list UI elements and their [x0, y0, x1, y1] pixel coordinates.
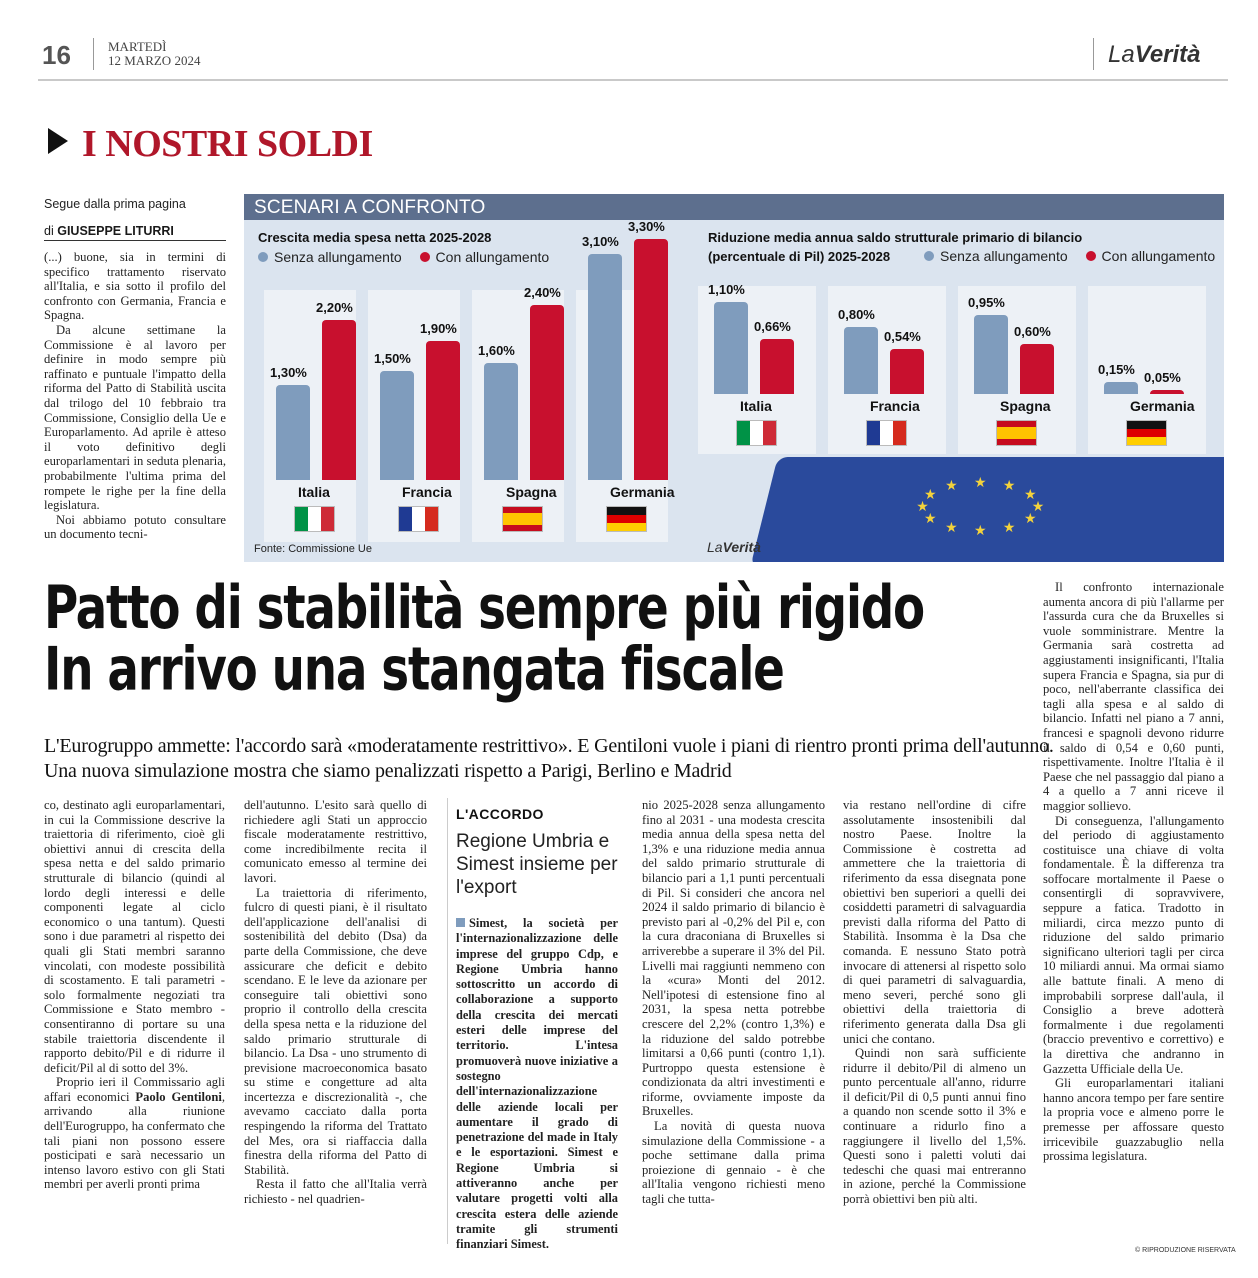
bar-italia-senza [714, 302, 748, 394]
star-icon: ★ [1002, 519, 1016, 536]
data-label: 1,50% [374, 350, 411, 366]
flag-germania-icon [1126, 420, 1167, 446]
chart1-title: Crescita media spesa netta 2025-2028 [258, 230, 492, 245]
paragraph-text: , arrivando alla riunione dell'Eurogruppo, ha confermato che tali piani non possono essere posticipati e sarà necessario un intenso lavoro estivo con gli Stati membri per averli pronti prima [44, 1089, 225, 1192]
data-label: 0,95% [968, 294, 1005, 310]
paragraph: Il confronto internazionale aumenta ancora di più l'allarme per l'assurda cura che da Bruxelles si vuole somministrare. Mentre la Germania sarà costretta ad aggiustamenti insignificanti, l'Italia supera Francia e Spagna, sia pur di poco, nell'aberrante classifica dei tagli alla spesa e al saldo di bilancio. Infatti nel piano a 7 anni, francesi e spagnoli devono ridurre il saldo di 0,54 e 0,60 punti, rispettivamente. Inoltre l'Italia è il Paese che nel passaggio dal piano a 4 a quello a 7 anni riceve il maggior sollievo. [1043, 580, 1224, 813]
data-label: 3,10% [582, 233, 619, 249]
issue-full-date: 12 MARZO 2024 [108, 53, 201, 68]
legend-label: Senza allungamento [940, 248, 1068, 264]
bar-italia-con [760, 339, 794, 394]
author-name: GIUSEPPE LITURRI [57, 224, 174, 238]
paragraph: nio 2025-2028 senza allungamento fino al 2031 - una modesta crescita media annua della spesa netta del 1,3% e una riduzione media annua del saldo primario strutturale di bilancio pari a 1,1 punti percentuali di Pil. Si consideri che ancora nel 2024 il saldo primario di bilancio è previsto pari al -0,2% del Pil e, con la cura draconiana di Bruxelles si arriverebbe a superare il 3% del Pil. Livelli mai raggiunti nemmeno con la «cura» Monti del 2012. Nell'ipotesi di estensione fino al 2031, la spesa netta potrebbe crescere del 2,2% (contro 1,3%) e la riduzione del saldo potrebbe limitarsi a 0,66 punti (contro 1,1). Purtroppo questa estensione è condizionata da altri investimenti e riforme, ovviamente imposte da Bruxelles. [642, 798, 825, 1119]
bar-spagna-senza [974, 315, 1008, 394]
paragraph: La traiettoria di riferimento, fulcro di questi piani, è il risultato dell'applicazione dell'analisi di sostenibilità del debito (Dsa) da parte della Commissione, che deve assicurare che deficit e debito scendano. E le leve da azionare per conseguire tali obiettivi sono proprio il controllo della crescita della spesa netta e la riduzione del saldo primario strutturale di bilancio. La Dsa - uno strumento di previsione macroeconomica basato su stime e congetture ad alta incertezza e discrezionalità -, che avevamo cacciato dalla porta respingendo la riforma del Trattato del Mes, ora si riaffaccia dalla finestra della riforma del Patto di Stabilità. [244, 885, 427, 1177]
bar-germania-con [634, 239, 668, 480]
star-icon: ★ [1024, 487, 1037, 504]
star-icon: ★ [974, 475, 987, 492]
bullet-square-icon [456, 918, 465, 927]
paragraph: Quindi non sarà sufficiente ridurre il debito/Pil di almeno un punto percentuale all'anno, ridurre il deficit/Pil di 0,5 punti annui fino a quando non scende sotto il 3% e continuare a ridurlo fino a raggiungere il livello del 1,5%. Questi sono i paletti voluti dai tedeschi che quasi mai entreranno in azione, perché la Commissione porrà obiettivi ben più alti. [843, 1046, 1026, 1207]
bar-germania-con [1150, 390, 1184, 394]
continued-note: Segue dalla prima pagina [44, 197, 186, 211]
star-icon: ★ [916, 499, 929, 515]
paragraph: Noi abbiamo potuto consultare un documento tecni- [44, 512, 226, 542]
category-label: Italia [740, 398, 772, 414]
paragraph: co, destinato agli europarlamentari, in cui la Commissione descrive la traiettoria di riferimento, cioè gli obiettivi annui di crescita della spesa netta e del saldo primario strutturale di bilancio (quindi al lordo degli interessi e delle componenti legate al ciclo economico o una tantum). Questi sono i due parametri al rispetto dei quali gli Stati membri saranno vincolati, con modeste possibilità di scostamento. E tali parametri - solo formalmente negoziati tra Commissione e Stato membro - consentiranno di portare su una stabile traiettoria discendente il rapporto debito/Pil e di ridurre il deficit/Pil al di sotto del 3%. [44, 798, 225, 1075]
data-label: 2,20% [316, 299, 353, 315]
sidebar-box [447, 798, 622, 1252]
logo-la: La [1108, 41, 1135, 68]
star-icon: ★ [945, 519, 958, 536]
logo-verita: Verità [1134, 41, 1201, 68]
bar-italia-con [322, 320, 356, 480]
article-column-4 [642, 798, 825, 1207]
star-icon: ★ [923, 510, 937, 527]
paragraph: La novità di questa nuova simulazione della Commissione - a poche settimane dalla prima proiezione di gennaio - è che all'Italia vengono richiesti meno tagli che tutta- [642, 1119, 825, 1207]
data-label: 1,30% [270, 365, 307, 381]
flag-germania-icon [606, 506, 647, 532]
issue-date [108, 40, 200, 68]
legend-dot-icon [924, 251, 934, 261]
copyright-note: © RIPRODUZIONE RISERVATA [1135, 1247, 1236, 1254]
data-label: 0,15% [1098, 361, 1135, 377]
star-icon: ★ [1002, 478, 1016, 495]
headline-line-1: Patto di stabilità sempre più rigido [44, 574, 925, 643]
header-divider [93, 38, 94, 70]
flag-francia-icon [398, 506, 439, 532]
data-label: 3,30% [628, 219, 665, 235]
star-icon: ★ [945, 478, 958, 495]
paragraph: Gli europarlamentari italiani hanno ancora tempo per fare sentire la propria voce e almeno porre le premesse per affossare questo irricevibile guazzabuglio nella prossima legislatura. [1043, 1076, 1224, 1164]
article-column-2 [244, 798, 427, 1207]
logo-la: La [707, 539, 723, 555]
legend-label: Senza allungamento [274, 249, 402, 265]
chart2-legend [924, 248, 1215, 264]
category-label: Spagna [506, 484, 557, 500]
chart-logo [707, 539, 761, 555]
star-icon: ★ [923, 487, 937, 504]
chart1-legend [258, 249, 549, 265]
bar-francia-senza [844, 327, 878, 394]
legend-label: Con allungamento [1101, 248, 1216, 264]
legend-dot-icon [258, 252, 268, 262]
subheadline: L'Eurogruppo ammette: l'accordo sarà «moderatamente restrittivo». E Gentiloni vuole i piani di rientro pronti prima dell'autunno. Una nuova simulazione mostra che siamo penalizzati rispetto a Parigi, Berlino e Madrid [44, 735, 1054, 782]
infographic-title: SCENARI A CONFRONTO [254, 197, 486, 218]
issue-day: MARTEDÌ [108, 39, 167, 54]
article-column-1 [44, 798, 225, 1192]
category-label: Spagna [1000, 398, 1051, 414]
sidebar-box-subtitle: Regione Umbria e Simest insieme per l'export [456, 831, 618, 898]
star-icon: ★ [1031, 499, 1045, 515]
infographic [244, 194, 1224, 562]
data-label: 0,05% [1144, 369, 1181, 385]
flag-spagna-icon [996, 420, 1037, 446]
flag-italia-icon [294, 506, 335, 532]
paragraph: Da alcune settimane la Commissione è al lavoro per definire in modo sempre più raffinato e puntuale l'impatto della riforma del Patto di Stabilità uscita dal trilogo del 10 febbraio tra Commissione, Consiglio della Ue e Europarlamento. Ad aprile è atteso il voto definitivo degli europarlamentari in seduta plenaria, probabilmente l'ultima prima del rompete le righe per la fine della legislatura. [44, 322, 226, 513]
article-column-0 [44, 250, 226, 542]
bar-francia-senza [380, 371, 414, 480]
headline [44, 574, 1054, 705]
paragraph [44, 1075, 225, 1192]
paragraph: via restano nell'ordine di cifre assolutamente insostenibili dal nostro Paese. Inoltre la Commissione è costretta ad ammettere che la traiettoria di riferimento da essa disegnata pone obiettivi ben superiori a quelli dei cosiddetti parametri di salvaguardia previsti dalla riforma del Patto di Stabilità. Insomma è la Dsa che comanda. E nessuno Stato potrà invocare di attenersi al rispetto solo di quei parametri di salvaguardia, meno severi, perché sono gli obiettivi della traiettoria di riferimento generata dalla Dsa gli unici che contano. [843, 798, 1026, 1046]
arrow-icon [48, 128, 68, 154]
byline [44, 224, 226, 241]
article-column-5 [843, 798, 1026, 1207]
data-label: 1,10% [708, 282, 745, 298]
bar-italia-senza [276, 385, 310, 480]
category-label: Francia [402, 484, 452, 500]
data-label: 1,90% [420, 321, 457, 337]
paragraph: Resta il fatto che all'Italia verrà richiesto - nel quadrien- [244, 1177, 427, 1207]
data-label: 1,60% [478, 343, 515, 359]
paragraph-text: Proprio ieri il Commissario agli affari economici [44, 1075, 225, 1104]
data-label: 0,80% [838, 307, 875, 323]
star-icon: ★ [974, 522, 987, 539]
section-title [48, 122, 373, 166]
bar-germania-senza [1104, 382, 1138, 395]
person-name: Paolo Gentiloni [135, 1089, 222, 1104]
bar-spagna-senza [484, 363, 518, 480]
paragraph: (...) buone, sia in termini di specifico trattamento riservato all'Italia, e sia sotto il profilo del confronto con Germania, Francia e Spagna. [44, 250, 226, 323]
logo-verita: Verità [722, 539, 761, 555]
paragraph: dell'autunno. L'esito sarà quello di richiedere agli Stati un approccio fiscale moderatamente restrittivo, come incredibilmente recita il comunicato emesso al termine dei lavori. [244, 798, 427, 885]
bar-spagna-con [530, 305, 564, 480]
headline-line-2: In arrivo una stangata fiscale [44, 636, 784, 705]
article-column-right [1043, 580, 1224, 1164]
masthead-logo[interactable] [1108, 41, 1201, 69]
legend-dot-icon [420, 252, 430, 262]
eu-flag-image [750, 457, 1224, 562]
sidebar-box-paragraph: Simest, la società per l'internazionalizzazione delle imprese del gruppo Cdp, e Regione Umbria hanno sottoscritto un accordo di collaborazione a supporto della crescita dei mercati esteri delle imprese del territorio. L'intesa promuoverà nuove iniziative a sostegno dell'internazionalizzazione delle aziende locali per aumentare il grado di penetrazione del made in Italy e le esportazioni. Simest e Regione Umbria si attiveranno anche per valutare progetti volti alla crescita estera delle aziende tramite gli strumenti finanziari Simest. [456, 916, 618, 1252]
sidebar-box-title: L'ACCORDO [456, 806, 544, 822]
flag-francia-icon [866, 420, 907, 446]
bar-spagna-con [1020, 344, 1054, 394]
paragraph: Di conseguenza, l'allungamento del periodo di aggiustamento costituisce una chiave di volta fondamentale. È la differenza tra soffocare mortalmente il Paese o consentirgli di sopravvivere, seppure a fatica. Tradotto in miliardi, circa mezzo punto di riduzione del saldo primario significano ulteriori tagli per circa 10 miliardi annui. Ma ormai siamo alle battute finali. A meno di improbabili sorprese dall'aula, il Consiglio a breve adotterà formalmente i due regolamenti (braccio preventivo e correttivo) e la direttiva che andranno in Gazzetta Ufficiale della Ue. [1043, 813, 1224, 1076]
category-label: Francia [870, 398, 920, 414]
data-label: 0,60% [1014, 324, 1051, 339]
flag-spagna-icon [502, 506, 543, 532]
star-icon: ★ [1024, 510, 1037, 527]
category-label: Italia [298, 484, 330, 500]
chart2-subtitle: (percentuale di Pil) 2025-2028 [708, 249, 891, 264]
category-label: Germania [610, 484, 675, 500]
chart2-title: Riduzione media annua saldo strutturale primario di bilancio [708, 230, 1083, 245]
header-divider [1093, 38, 1094, 70]
bar-francia-con [890, 349, 924, 394]
chart-source: Fonte: Commissione Ue [254, 543, 372, 555]
page-number: 16 [42, 40, 71, 70]
legend-label: Con allungamento [435, 249, 550, 265]
byline-prefix: di [44, 224, 54, 238]
bar-germania-senza [588, 254, 622, 480]
sidebar-box-text [456, 916, 618, 1253]
infographic-header [244, 194, 1224, 220]
legend-dot-icon [1086, 251, 1096, 261]
category-label: Germania [1130, 398, 1195, 414]
data-label: 2,40% [524, 284, 561, 300]
data-label: 0,66% [754, 319, 791, 334]
header-rule [38, 79, 1228, 81]
section-label: I NOSTRI SOLDI [82, 123, 373, 165]
flag-italia-icon [736, 420, 777, 446]
bar-francia-con [426, 341, 460, 480]
data-label: 0,54% [884, 329, 921, 344]
